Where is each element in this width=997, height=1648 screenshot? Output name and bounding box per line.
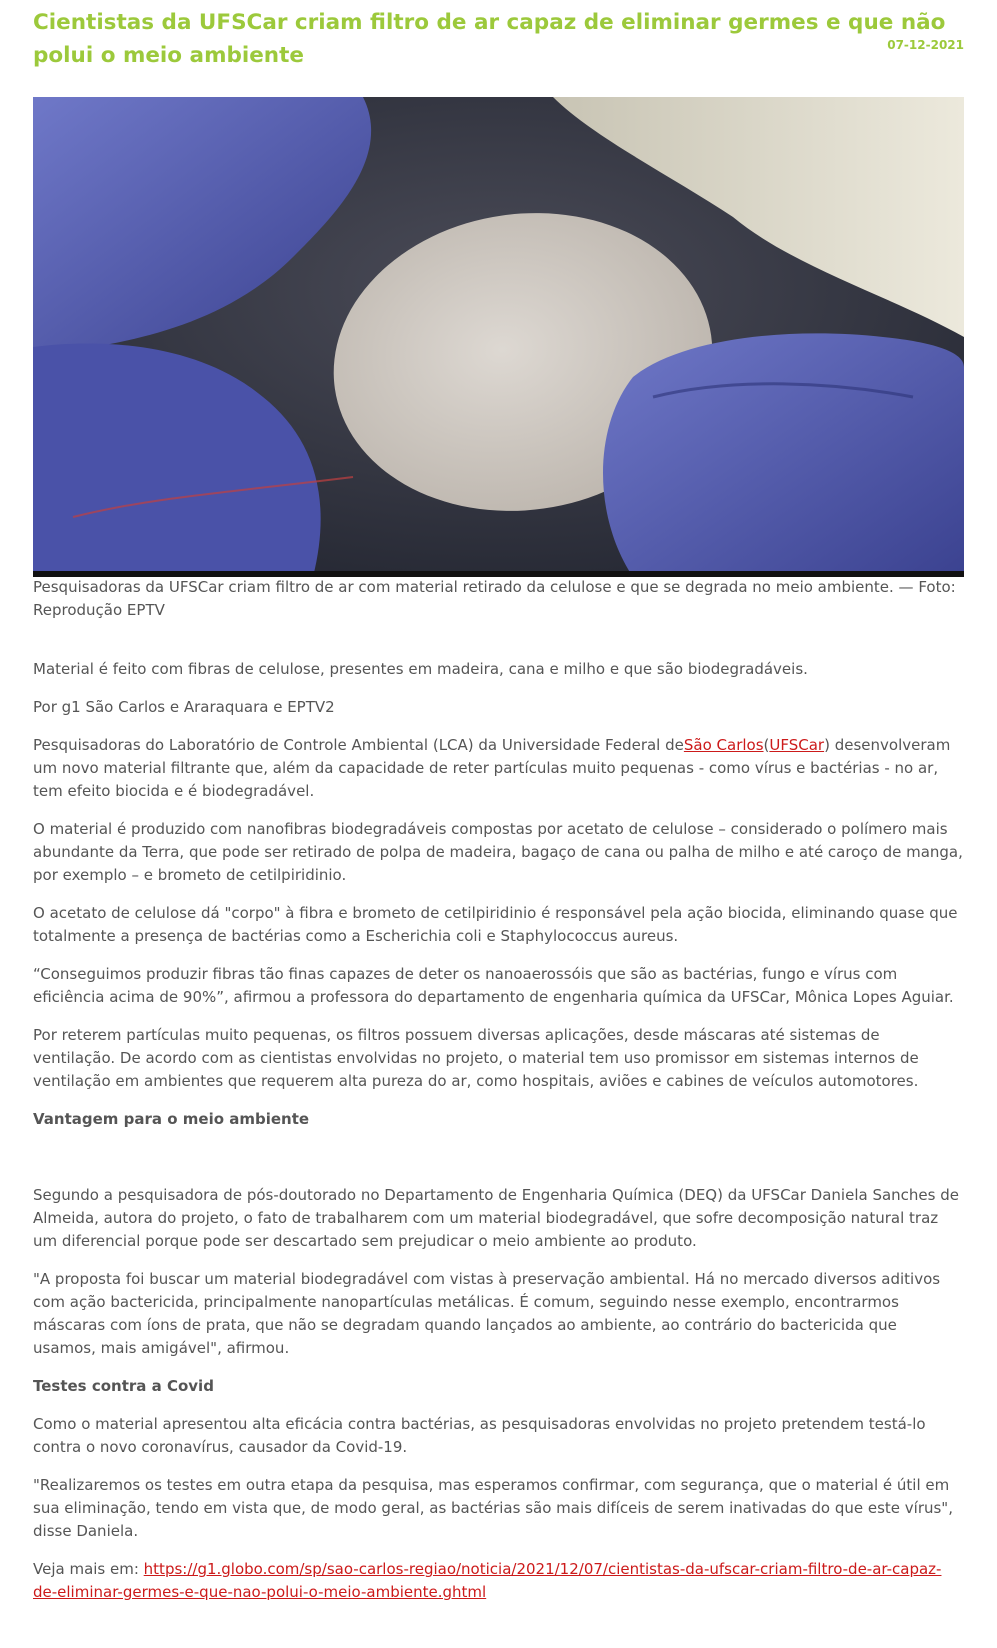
paragraph-1-start: Pesquisadoras do Laboratório de Controle Ambiental (LCA) da Universidade Federal de	[33, 736, 684, 754]
see-more	[33, 1558, 964, 1604]
article-header	[33, 0, 964, 96]
article-subtitle: Material é feito com fibras de celulose, presentes em madeira, cana e milho e que são biodegradáveis.	[33, 660, 808, 678]
paragraph-7: "A proposta foi buscar um material biodegradável com vistas à preservação ambiental. Há no mercado diversos aditivos com ação bactericida, principalmente nanopartículas metálicas. É comum, seguindo nesse exemplo, encontrarmos máscaras com íons de prata, que não se degradam quando lançados ao ambiente, ao contrário do bactericida que usamos, mais amigável", afirmou.	[33, 1270, 941, 1357]
photo-caption: Pesquisadoras da UFSCar criam filtro de ar com material retirado da celulose e que se degrada no meio ambiente. — Foto: Reprodução EPTV	[33, 578, 956, 619]
article-page	[33, 0, 964, 1601]
ufscar-link[interactable]: UFSCar	[769, 736, 825, 754]
article-photo	[33, 97, 964, 577]
paragraph-3: O acetato de celulose dá "corpo" à fibra e brometo de cetilpiridinio é responsável pela ação biocida, eliminando quase que totalmente a presença de bactérias como a Escherichia coli e Staphylococcus aureus.	[33, 904, 958, 945]
paragraph-5: Por reterem partículas muito pequenas, os filtros possuem diversas aplicações, desde máscaras até sistemas de ventilação. De acordo com as cientistas envolvidas no projeto, o material tem uso promissor em sistemas internos de ventilação em ambientes que requerem alta pureza do ar, como hospitais, aviões e cabines de veículos automotores.	[33, 1026, 919, 1090]
sao-carlos-link[interactable]: São Carlos	[683, 736, 764, 754]
paragraph-2: O material é produzido com nanofibras biodegradáveis compostas por acetato de celulose – considerado o polímero mais abundante da Terra, que pode ser retirado de polpa de madeira, bagaço de cana ou palha de milho e até caroço de manga, por exemplo – e brometo de cetilpiridinio.	[33, 820, 963, 884]
article-date: 07-12-2021	[887, 38, 964, 52]
empty-paragraph	[33, 1146, 964, 1169]
paren-open: (	[763, 736, 770, 754]
filter-photo-illustration	[33, 97, 964, 577]
paragraph-6: Segundo a pesquisadora de pós-doutorado no Departamento de Engenharia Química (DEQ) da UFSCar Daniela Sanches de Almeida, autora do projeto, o fato de trabalharem com um material biodegradável, que sofre decomposição natural traz um diferencial porque pode ser descartado sem prejudicar o meio ambiente ao produto.	[33, 1186, 959, 1250]
article-byline: Por g1 São Carlos e Araraquara e EPTV2	[33, 698, 335, 716]
article-body	[33, 658, 964, 1619]
paragraph-1	[33, 734, 964, 803]
paragraph-9: "Realizaremos os testes em outra etapa da pesquisa, mas esperamos confirmar, com segurança, que o material é útil em sua eliminação, tendo em vista que, de modo geral, as bactérias são mais difíceis de serem inativadas do que este vírus", disse Daniela.	[33, 1476, 953, 1540]
paragraph-1-end: ) desenvolveram um novo material filtrante que, além da capacidade de reter partículas muito pequenas - como vírus e bactérias - no ar, tem efeito biocida e é biodegradável.	[33, 736, 951, 800]
article-title: Cientistas da UFSCar criam filtro de ar capaz de eliminar germes e que não polui o meio ambiente	[33, 10, 946, 68]
section-heading-environment: Vantagem para o meio ambiente	[33, 1110, 310, 1128]
section-heading-covid: Testes contra a Covid	[33, 1377, 214, 1395]
paragraph-8: Como o material apresentou alta eficácia contra bactérias, as pesquisadoras envolvidas no projeto pretendem testá-lo contra o novo coronavírus, causador da Covid-19.	[33, 1415, 926, 1456]
right-glove	[603, 333, 964, 577]
paragraph-4: “Conseguimos produzir fibras tão finas capazes de deter os nanoaerossóis que são as bactérias, fungo e vírus com eficiência acima de 90%”, afirmou a professora do departamento de engenharia química da UFSCar, Mônica Lopes Aguiar.	[33, 965, 954, 1006]
see-more-label: Veja mais em:	[33, 1560, 144, 1578]
see-more-link[interactable]: https://g1.globo.com/sp/sao-carlos-regiao/noticia/2021/12/07/cientistas-da-ufscar-criam-filtro-de-ar-capaz-de-eliminar-germes-e-que-nao-polui-o-meio-ambiente.ghtml	[33, 1560, 942, 1601]
